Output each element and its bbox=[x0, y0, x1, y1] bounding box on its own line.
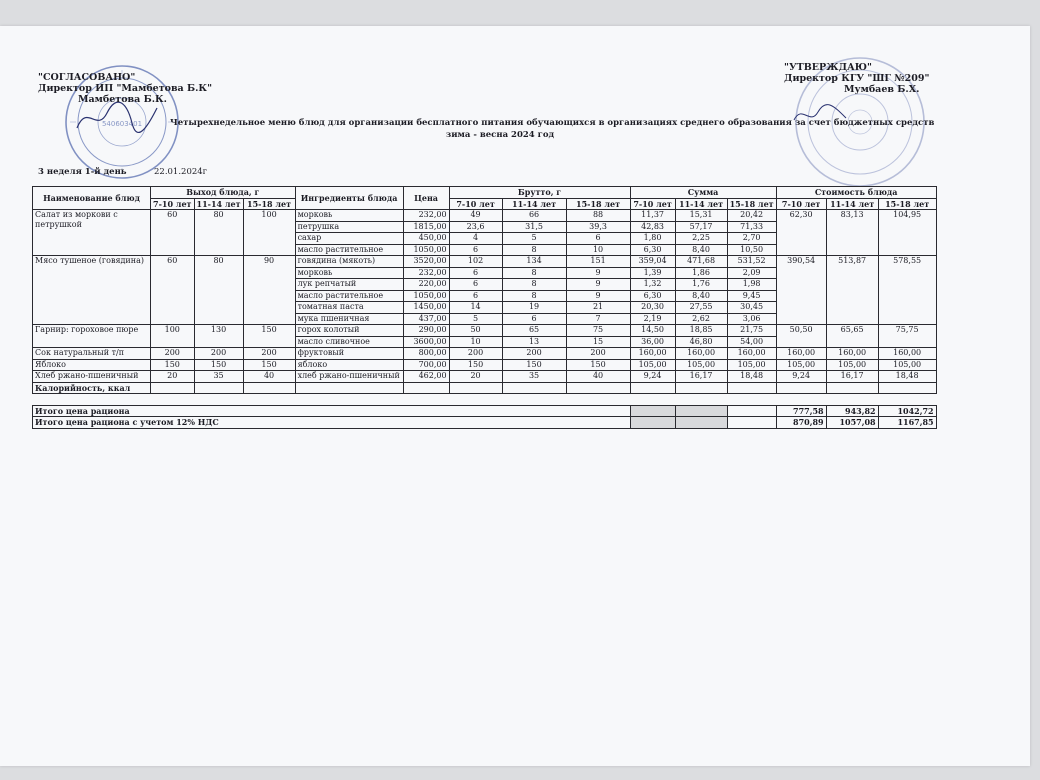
dish-cost: 578,55 bbox=[878, 256, 936, 325]
dish-yield: 200 bbox=[194, 348, 243, 360]
ingredient-sum: 2,19 bbox=[630, 313, 675, 325]
col-sum-age: 11-14 лет bbox=[675, 198, 727, 210]
approval-block-left bbox=[38, 72, 212, 105]
dish-cost: 83,13 bbox=[826, 210, 878, 256]
ingredient-brutto: 5 bbox=[449, 313, 502, 325]
ingredient-price: 3600,00 bbox=[403, 336, 449, 348]
ingredient-brutto: 21 bbox=[566, 302, 630, 314]
ingredient-sum: 30,45 bbox=[727, 302, 776, 314]
ingredient-brutto: 20 bbox=[449, 371, 502, 383]
ingredient-brutto: 9 bbox=[566, 279, 630, 291]
ingredient-brutto: 10 bbox=[566, 244, 630, 256]
ingredient-sum: 2,70 bbox=[727, 233, 776, 245]
ingredient-brutto: 49 bbox=[449, 210, 502, 222]
ingredient-sum: 3,06 bbox=[727, 313, 776, 325]
ingredient-sum: 105,00 bbox=[675, 359, 727, 371]
dish-name: Салат из моркови с петрушкой bbox=[33, 210, 151, 256]
ingredient-brutto: 8 bbox=[502, 267, 566, 279]
spacer-cell bbox=[33, 394, 937, 406]
col-dish-name: Наименование блюд bbox=[33, 187, 151, 210]
ingredient-sum: 10,50 bbox=[727, 244, 776, 256]
empty-cell bbox=[243, 382, 295, 394]
ingredient-name: масло растительное bbox=[295, 244, 403, 256]
ingredient-name: мука пшеничная bbox=[295, 313, 403, 325]
ingredient-brutto: 65 bbox=[502, 325, 566, 337]
dish-cost: 18,48 bbox=[878, 371, 936, 383]
ingredient-brutto: 6 bbox=[449, 279, 502, 291]
ingredient-brutto: 150 bbox=[449, 359, 502, 371]
dish-yield: 100 bbox=[151, 325, 195, 348]
empty-cell bbox=[151, 382, 195, 394]
dish-cost: 390,54 bbox=[776, 256, 826, 325]
ingredient-sum: 2,09 bbox=[727, 267, 776, 279]
ingredient-sum: 14,50 bbox=[630, 325, 675, 337]
approval-title: "СОГЛАСОВАНО" bbox=[38, 72, 136, 83]
col-yield-age: 11-14 лет bbox=[194, 198, 243, 210]
col-yield: Выход блюда, г bbox=[151, 187, 296, 199]
ingredient-sum: 1,86 bbox=[675, 267, 727, 279]
ingredient-sum: 9,45 bbox=[727, 290, 776, 302]
total-label: Итого цена рациона с учетом 12% НДС bbox=[33, 417, 631, 429]
ingredient-brutto: 50 bbox=[449, 325, 502, 337]
ingredient-price: 1050,00 bbox=[403, 244, 449, 256]
dish-name: Гарнир: гороховое пюре bbox=[33, 325, 151, 348]
col-cost-age: 15-18 лет bbox=[878, 198, 936, 210]
empty-cell bbox=[675, 417, 727, 429]
col-cost-age: 11-14 лет bbox=[826, 198, 878, 210]
menu-date: 22.01.2024г bbox=[154, 167, 208, 177]
ingredient-price: 437,00 bbox=[403, 313, 449, 325]
ingredient-sum: 105,00 bbox=[630, 359, 675, 371]
ingredient-price: 232,00 bbox=[403, 210, 449, 222]
dish-cost: 513,87 bbox=[826, 256, 878, 325]
table-row bbox=[33, 210, 937, 222]
ingredient-name: масло сливочное bbox=[295, 336, 403, 348]
dish-yield: 150 bbox=[243, 325, 295, 348]
dish-yield: 100 bbox=[243, 210, 295, 256]
ingredient-sum: 359,04 bbox=[630, 256, 675, 268]
ingredient-sum: 18,48 bbox=[727, 371, 776, 383]
ingredient-name: яблоко bbox=[295, 359, 403, 371]
ingredient-brutto: 8 bbox=[502, 290, 566, 302]
empty-cell bbox=[878, 382, 936, 394]
dish-name: Яблоко bbox=[33, 359, 151, 371]
table-row bbox=[33, 348, 937, 360]
dish-cost: 16,17 bbox=[826, 371, 878, 383]
ingredient-brutto: 39,3 bbox=[566, 221, 630, 233]
dish-cost: 105,00 bbox=[878, 359, 936, 371]
ingredient-price: 1450,00 bbox=[403, 302, 449, 314]
ingredient-sum: 160,00 bbox=[675, 348, 727, 360]
dish-yield: 80 bbox=[194, 210, 243, 256]
col-brutto-age: 7-10 лет bbox=[449, 198, 502, 210]
dish-cost: 160,00 bbox=[776, 348, 826, 360]
approval-position: Директор ИП "Мамбетова Б.К" bbox=[38, 83, 213, 94]
dish-yield: 35 bbox=[194, 371, 243, 383]
menu-table bbox=[32, 186, 937, 429]
dish-cost: 62,30 bbox=[776, 210, 826, 256]
ingredient-brutto: 7 bbox=[566, 313, 630, 325]
ingredient-sum: 11,37 bbox=[630, 210, 675, 222]
ingredient-name: петрушка bbox=[295, 221, 403, 233]
ingredient-price: 3520,00 bbox=[403, 256, 449, 268]
dish-cost: 65,65 bbox=[826, 325, 878, 348]
ingredient-brutto: 31,5 bbox=[502, 221, 566, 233]
ingredient-brutto: 150 bbox=[502, 359, 566, 371]
ingredient-brutto: 40 bbox=[566, 371, 630, 383]
total-value: 870,89 bbox=[776, 417, 826, 429]
ingredient-name: хлеб ржано-пшеничный bbox=[295, 371, 403, 383]
ingredient-brutto: 200 bbox=[502, 348, 566, 360]
ingredient-sum: 471,68 bbox=[675, 256, 727, 268]
empty-cell bbox=[630, 405, 675, 417]
table-row bbox=[33, 256, 937, 268]
ingredient-sum: 46,80 bbox=[675, 336, 727, 348]
ingredient-name: масло растительное bbox=[295, 290, 403, 302]
ingredient-brutto: 88 bbox=[566, 210, 630, 222]
ingredient-sum: 531,52 bbox=[727, 256, 776, 268]
empty-cell bbox=[727, 382, 776, 394]
ingredient-brutto: 151 bbox=[566, 256, 630, 268]
document-title bbox=[170, 117, 935, 141]
dish-cost: 105,00 bbox=[776, 359, 826, 371]
dish-yield: 130 bbox=[194, 325, 243, 348]
ingredient-brutto: 6 bbox=[449, 290, 502, 302]
dish-yield: 90 bbox=[243, 256, 295, 325]
approval-title: "УТВЕРЖДАЮ" bbox=[784, 62, 872, 73]
dish-cost: 160,00 bbox=[826, 348, 878, 360]
ingredient-brutto: 5 bbox=[502, 233, 566, 245]
ingredient-brutto: 6 bbox=[449, 244, 502, 256]
total-row bbox=[33, 417, 937, 429]
dish-yield: 80 bbox=[194, 256, 243, 325]
total-row bbox=[33, 405, 937, 417]
ingredient-price: 450,00 bbox=[403, 233, 449, 245]
ingredient-sum: 160,00 bbox=[630, 348, 675, 360]
ingredient-name: горох колотый bbox=[295, 325, 403, 337]
ingredient-brutto: 23,6 bbox=[449, 221, 502, 233]
total-value: 1057,08 bbox=[826, 417, 878, 429]
col-sum-age: 15-18 лет bbox=[727, 198, 776, 210]
dish-name: Сок натуральный т/п bbox=[33, 348, 151, 360]
empty-cell bbox=[630, 417, 675, 429]
ingredient-brutto: 6 bbox=[502, 313, 566, 325]
ingredient-price: 462,00 bbox=[403, 371, 449, 383]
ingredient-name: томатная паста bbox=[295, 302, 403, 314]
ingredient-name: сахар bbox=[295, 233, 403, 245]
ingredient-price: 1050,00 bbox=[403, 290, 449, 302]
ingredient-sum: 9,24 bbox=[630, 371, 675, 383]
dish-cost: 104,95 bbox=[878, 210, 936, 256]
ingredient-sum: 21,75 bbox=[727, 325, 776, 337]
ingredient-price: 1815,00 bbox=[403, 221, 449, 233]
col-sum-age: 7-10 лет bbox=[630, 198, 675, 210]
ingredient-price: 800,00 bbox=[403, 348, 449, 360]
dish-yield: 150 bbox=[243, 359, 295, 371]
table-row bbox=[33, 359, 937, 371]
ingredient-brutto: 4 bbox=[449, 233, 502, 245]
ingredient-brutto: 9 bbox=[566, 267, 630, 279]
total-value: 777,58 bbox=[776, 405, 826, 417]
dish-cost: 50,50 bbox=[776, 325, 826, 348]
ingredient-brutto: 8 bbox=[502, 244, 566, 256]
table-row bbox=[33, 371, 937, 383]
ingredient-brutto: 6 bbox=[566, 233, 630, 245]
dish-cost: 75,75 bbox=[878, 325, 936, 348]
ingredient-brutto: 75 bbox=[566, 325, 630, 337]
ingredient-sum: 36,00 bbox=[630, 336, 675, 348]
ingredient-sum: 1,98 bbox=[727, 279, 776, 291]
dish-yield: 200 bbox=[243, 348, 295, 360]
ingredient-sum: 16,17 bbox=[675, 371, 727, 383]
dish-cost: 9,24 bbox=[776, 371, 826, 383]
col-cost-age: 7-10 лет bbox=[776, 198, 826, 210]
ingredient-sum: 160,00 bbox=[727, 348, 776, 360]
ingredient-sum: 18,85 bbox=[675, 325, 727, 337]
dish-yield: 40 bbox=[243, 371, 295, 383]
ingredient-brutto: 13 bbox=[502, 336, 566, 348]
empty-cell bbox=[727, 417, 776, 429]
ingredient-price: 232,00 bbox=[403, 267, 449, 279]
ingredient-sum: 2,25 bbox=[675, 233, 727, 245]
col-ingredients: Ингредиенты блюда bbox=[295, 187, 403, 210]
empty-cell bbox=[630, 382, 675, 394]
empty-cell bbox=[566, 382, 630, 394]
spacer-row bbox=[33, 394, 937, 406]
col-brutto-age: 11-14 лет bbox=[502, 198, 566, 210]
dish-cost: 105,00 bbox=[826, 359, 878, 371]
approval-name: Мамбетова Б.К. bbox=[78, 94, 167, 105]
ingredient-brutto: 9 bbox=[566, 290, 630, 302]
ingredient-price: 290,00 bbox=[403, 325, 449, 337]
week-day-label: 3 неделя 1-й день bbox=[38, 167, 127, 177]
ingredient-brutto: 200 bbox=[566, 348, 630, 360]
col-cost: Стоимость блюда bbox=[776, 187, 936, 199]
ingredient-name: фруктовый bbox=[295, 348, 403, 360]
ingredient-sum: 1,80 bbox=[630, 233, 675, 245]
ingredient-price: 220,00 bbox=[403, 279, 449, 291]
empty-cell bbox=[727, 405, 776, 417]
empty-cell bbox=[675, 405, 727, 417]
ingredient-sum: 8,40 bbox=[675, 244, 727, 256]
total-value: 1167,85 bbox=[878, 417, 936, 429]
ingredient-sum: 42,83 bbox=[630, 221, 675, 233]
ingredient-name: говядина (мякоть) bbox=[295, 256, 403, 268]
empty-cell bbox=[776, 382, 826, 394]
empty-cell bbox=[295, 382, 403, 394]
dish-yield: 150 bbox=[194, 359, 243, 371]
ingredient-sum: 2,62 bbox=[675, 313, 727, 325]
ingredient-sum: 6,30 bbox=[630, 244, 675, 256]
ingredient-sum: 15,31 bbox=[675, 210, 727, 222]
col-yield-age: 7-10 лет bbox=[151, 198, 195, 210]
empty-cell bbox=[502, 382, 566, 394]
ingredient-brutto: 15 bbox=[566, 336, 630, 348]
ingredient-sum: 54,00 bbox=[727, 336, 776, 348]
col-brutto-age: 15-18 лет bbox=[566, 198, 630, 210]
title-line-1: Четырехнедельное меню блюд для организации бесплатного питания обучающихся в организациях среднего образования за счет бюджетных средств bbox=[170, 118, 935, 128]
dish-name: Хлеб ржано-пшеничный bbox=[33, 371, 151, 383]
dish-name: Мясо тушеное (говядина) bbox=[33, 256, 151, 325]
dish-cost: 160,00 bbox=[878, 348, 936, 360]
ingredient-sum: 6,30 bbox=[630, 290, 675, 302]
ingredient-sum: 27,55 bbox=[675, 302, 727, 314]
empty-cell bbox=[826, 382, 878, 394]
col-yield-age: 15-18 лет bbox=[243, 198, 295, 210]
ingredient-brutto: 66 bbox=[502, 210, 566, 222]
ingredient-sum: 1,76 bbox=[675, 279, 727, 291]
ingredient-brutto: 6 bbox=[449, 267, 502, 279]
total-label: Итого цена рациона bbox=[33, 405, 631, 417]
ingredient-brutto: 134 bbox=[502, 256, 566, 268]
ingredient-name: лук репчатый bbox=[295, 279, 403, 291]
col-sum: Сумма bbox=[630, 187, 776, 199]
ingredient-sum: 57,17 bbox=[675, 221, 727, 233]
dish-yield: 20 bbox=[151, 371, 195, 383]
ingredient-sum: 8,40 bbox=[675, 290, 727, 302]
svg-text:540603401: 540603401 bbox=[101, 120, 143, 128]
empty-cell bbox=[675, 382, 727, 394]
approval-name: Мумбаев Б.Х. bbox=[844, 84, 920, 95]
ingredient-brutto: 35 bbox=[502, 371, 566, 383]
approval-position: Директор КГУ "ШГ №209" bbox=[784, 73, 930, 84]
dish-yield: 200 bbox=[151, 348, 195, 360]
dish-yield: 150 bbox=[151, 359, 195, 371]
ingredient-brutto: 14 bbox=[449, 302, 502, 314]
ingredient-sum: 1,39 bbox=[630, 267, 675, 279]
col-price: Цена bbox=[403, 187, 449, 210]
ingredient-sum: 105,00 bbox=[727, 359, 776, 371]
ingredient-brutto: 200 bbox=[449, 348, 502, 360]
calories-row bbox=[33, 382, 937, 394]
total-value: 1042,72 bbox=[878, 405, 936, 417]
total-value: 943,82 bbox=[826, 405, 878, 417]
table-row bbox=[33, 325, 937, 337]
ingredient-brutto: 150 bbox=[566, 359, 630, 371]
ingredient-brutto: 102 bbox=[449, 256, 502, 268]
ingredient-name: морковь bbox=[295, 267, 403, 279]
dish-yield: 60 bbox=[151, 210, 195, 256]
ingredient-brutto: 19 bbox=[502, 302, 566, 314]
ingredient-price: 700,00 bbox=[403, 359, 449, 371]
ingredient-brutto: 8 bbox=[502, 279, 566, 291]
ingredient-name: морковь bbox=[295, 210, 403, 222]
ingredient-brutto: 10 bbox=[449, 336, 502, 348]
ingredient-sum: 20,42 bbox=[727, 210, 776, 222]
col-brutto: Брутто, г bbox=[449, 187, 630, 199]
empty-cell bbox=[403, 382, 449, 394]
title-line-2: зима - весна 2024 год bbox=[445, 130, 555, 140]
ingredient-sum: 20,30 bbox=[630, 302, 675, 314]
approval-block-right bbox=[784, 62, 929, 95]
dish-yield: 60 bbox=[151, 256, 195, 325]
empty-cell bbox=[194, 382, 243, 394]
ingredient-sum: 71,33 bbox=[727, 221, 776, 233]
empty-cell bbox=[449, 382, 502, 394]
ingredient-sum: 1,32 bbox=[630, 279, 675, 291]
calories-label: Калорийность, ккал bbox=[33, 382, 151, 394]
